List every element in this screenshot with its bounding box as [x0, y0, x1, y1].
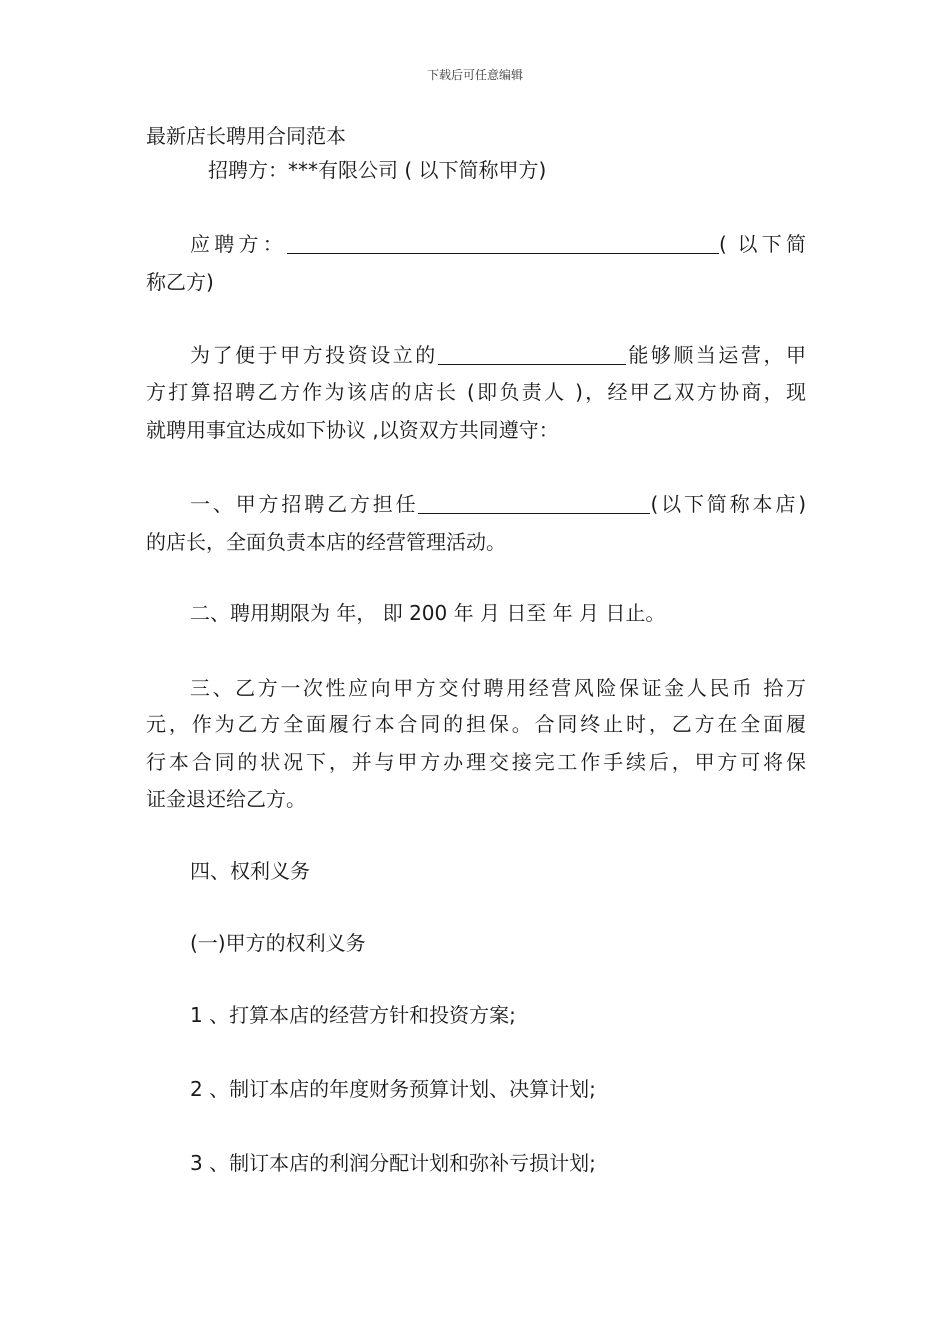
header-note: 下载后可任意编辑	[426, 68, 523, 82]
list-item: 2 、制订本店的年度财务预算计划、决算计划;	[190, 1077, 596, 1101]
clause-3-line-2: 元，作为乙方全面履行本合同的担保。合同终止时，乙方在全面履	[146, 712, 806, 736]
document-title: 最新店长聘用合同范本	[146, 124, 346, 148]
employee-line	[190, 232, 806, 256]
clause-1-line-1	[190, 492, 806, 516]
clause-1-suffix: (以下简称本店)	[650, 492, 806, 516]
sub-heading-party-a: (一)甲方的权利义务	[190, 931, 366, 955]
list-item: 1 、打算本店的经营方针和投资方案;	[190, 1003, 516, 1027]
list-item: 3 、制订本店的利润分配计划和弥补亏损计划;	[190, 1151, 596, 1175]
purpose-line-2: 方打算招聘乙方作为该店的店长 (即负责人 )，经甲乙双方协商，现	[146, 380, 806, 404]
employee-name-blank[interactable]	[287, 233, 719, 254]
employer-line: 招聘方：***有限公司 ( 以下简称甲方)	[208, 158, 547, 182]
employee-suffix: ( 以下简	[719, 232, 806, 256]
employee-prefix: 应聘方：	[190, 232, 288, 256]
purpose-prefix: 为了便于甲方投资设立的	[190, 343, 438, 367]
clause-3-line-4: 证金退还给乙方。	[146, 787, 306, 811]
purpose-line-3: 就聘用事宜达成如下协议 ,以资双方共同遵守：	[146, 418, 559, 442]
clause-4-heading: 四、权利义务	[190, 859, 310, 883]
clause-2: 二、聘用期限为 年， 即 200 年 月 日至 年 月 日止。	[190, 601, 666, 625]
clause-3-line-1: 三、乙方一次性应向甲方交付聘用经营风险保证金人民币 拾万	[190, 676, 806, 700]
clause-1-prefix: 一、甲方招聘乙方担任	[190, 492, 419, 516]
purpose-suffix: 能够顺当运营，甲	[625, 343, 807, 367]
store-name-blank[interactable]	[438, 344, 626, 365]
clause-3-line-3: 行本合同的状况下，并与甲方办理交接完工作手续后，甲方可将保	[146, 750, 806, 774]
clause-1-line-2: 的店长，全面负责本店的经营管理活动。	[146, 530, 506, 554]
employee-line-continuation: 称乙方)	[146, 270, 214, 294]
purpose-line-1	[190, 343, 806, 367]
position-blank[interactable]	[418, 493, 650, 514]
